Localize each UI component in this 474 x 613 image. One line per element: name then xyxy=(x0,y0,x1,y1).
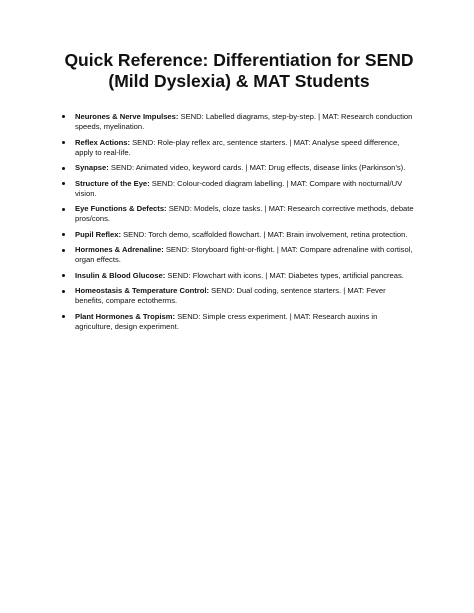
item-topic: Reflex Actions: xyxy=(75,137,130,147)
bullet-icon xyxy=(62,290,65,293)
list-item xyxy=(62,286,416,306)
item-topic: Hormones & Adrenaline: xyxy=(75,245,164,255)
item-text: SEND: Role-play reflex arc, sentence starters. | MAT: Analyse speed difference, apply to real-life. xyxy=(75,137,400,157)
item-text: SEND: Labelled diagrams, step-by-step. | MAT: Research conduction speeds, myelination. xyxy=(75,112,413,132)
bullet-icon xyxy=(62,208,65,211)
list-item xyxy=(62,230,416,240)
item-topic: Pupil Reflex: xyxy=(75,229,121,239)
list-item xyxy=(62,112,416,132)
list-item xyxy=(62,245,416,265)
list-item xyxy=(62,271,416,281)
item-text: SEND: Simple cress experiment. | MAT: Research auxins in agriculture, design experiment. xyxy=(75,311,378,331)
page-title: Quick Reference: Differentiation for SEND (Mild Dyslexia) & MAT Students xyxy=(64,50,414,91)
item-text: SEND: Dual coding, sentence starters. | MAT: Fever benefits, compare ectotherms. xyxy=(75,286,386,306)
list-item xyxy=(62,163,416,173)
bullet-icon xyxy=(62,315,65,318)
item-topic: Insulin & Blood Glucose: xyxy=(75,270,166,280)
item-text: SEND: Animated video, keyword cards. | MAT: Drug effects, disease links (Parkinson’s). xyxy=(108,163,406,173)
item-topic: Synapse: xyxy=(75,163,109,173)
item-topic: Eye Functions & Defects: xyxy=(75,204,167,214)
item-topic: Plant Hormones & Tropism: xyxy=(75,311,175,321)
bullet-icon xyxy=(62,274,65,277)
bullet-icon xyxy=(62,115,65,118)
item-topic: Neurones & Nerve Impulses: xyxy=(75,112,179,121)
list-item xyxy=(62,138,416,158)
list-item xyxy=(62,204,416,224)
item-text: SEND: Flowchart with icons. | MAT: Diabetes types, artificial pancreas. xyxy=(165,270,404,280)
bullet-icon xyxy=(62,141,65,144)
list-item xyxy=(62,179,416,199)
item-text: SEND: Colour-coded diagram labelling. | MAT: Compare with nocturnal/UV vision. xyxy=(75,178,403,198)
item-text: SEND: Torch demo, scaffolded flowchart. | MAT: Brain involvement, retina protection. xyxy=(121,229,408,239)
item-topic: Structure of the Eye: xyxy=(75,178,150,188)
reference-list xyxy=(62,112,416,332)
item-text: SEND: Models, cloze tasks. | MAT: Research corrective methods, debate pros/cons. xyxy=(75,204,414,224)
bullet-icon xyxy=(62,249,65,252)
bullet-icon xyxy=(62,182,65,185)
bullet-icon xyxy=(62,233,65,236)
bullet-icon xyxy=(62,167,65,170)
list-item xyxy=(62,312,416,332)
item-topic: Homeostasis & Temperature Control: xyxy=(75,286,210,296)
item-text: SEND: Storyboard fight-or-flight. | MAT: Compare adrenaline with cortisol, organ effects. xyxy=(75,245,413,265)
